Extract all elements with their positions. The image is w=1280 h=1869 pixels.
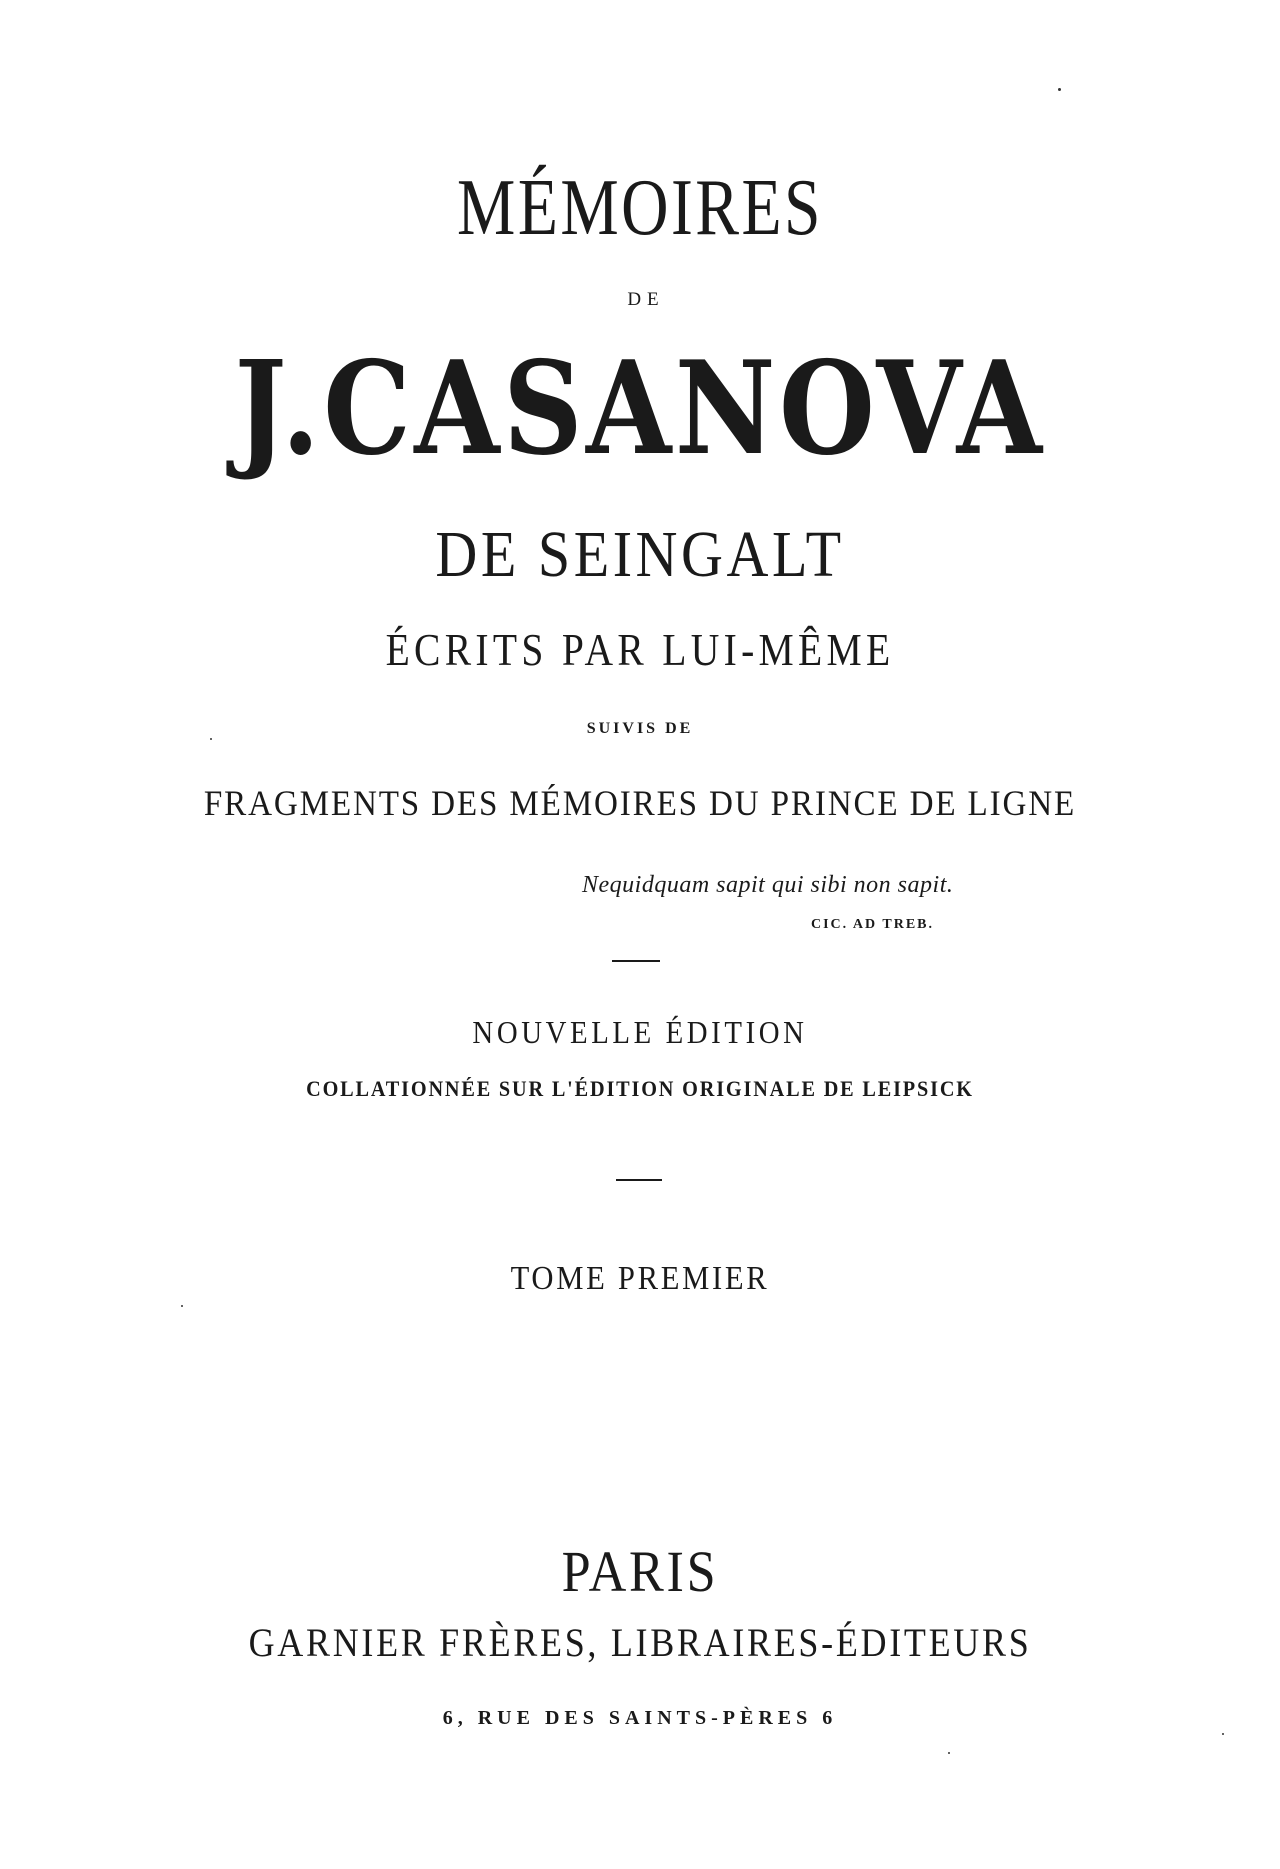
author-name: J.CASANOVA	[234, 334, 1046, 484]
suivis-de: SUIVIS DE	[586, 720, 694, 737]
subtitle: ÉCRITS PAR LUI-MÊME	[385, 624, 895, 675]
divider-rule	[612, 960, 660, 962]
epigraph: Nequidquam sapit qui sibi non sapit.	[582, 872, 954, 898]
author-suffix: DE SEINGALT	[435, 518, 845, 591]
publisher-address: 6, RUE DES SAINTS-PÈRES 6	[442, 1707, 838, 1729]
divider-rule	[616, 1179, 662, 1181]
publisher-name: GARNIER FRÈRES, LIBRAIRES-ÉDITEURS	[248, 1620, 1032, 1665]
title-connector: DE	[627, 289, 665, 310]
paper-speck	[1222, 1733, 1224, 1735]
paper-speck	[210, 738, 212, 740]
book-title: MÉMOIRES	[457, 164, 823, 252]
edition-heading: NOUVELLE ÉDITION	[472, 1014, 808, 1050]
paper-speck	[1058, 88, 1061, 91]
volume-label: TOME PREMIER	[510, 1260, 770, 1297]
edition-note: COLLATIONNÉE SUR L'ÉDITION ORIGINALE DE LEIPSICK	[306, 1076, 974, 1101]
paper-speck	[948, 1752, 950, 1754]
publication-city: PARIS	[561, 1539, 719, 1604]
epigraph-attribution: CIC. AD TREB.	[811, 917, 934, 932]
fragments-line: FRAGMENTS DES MÉMOIRES DU PRINCE DE LIGNE	[203, 783, 1077, 823]
paper-speck	[181, 1305, 183, 1307]
